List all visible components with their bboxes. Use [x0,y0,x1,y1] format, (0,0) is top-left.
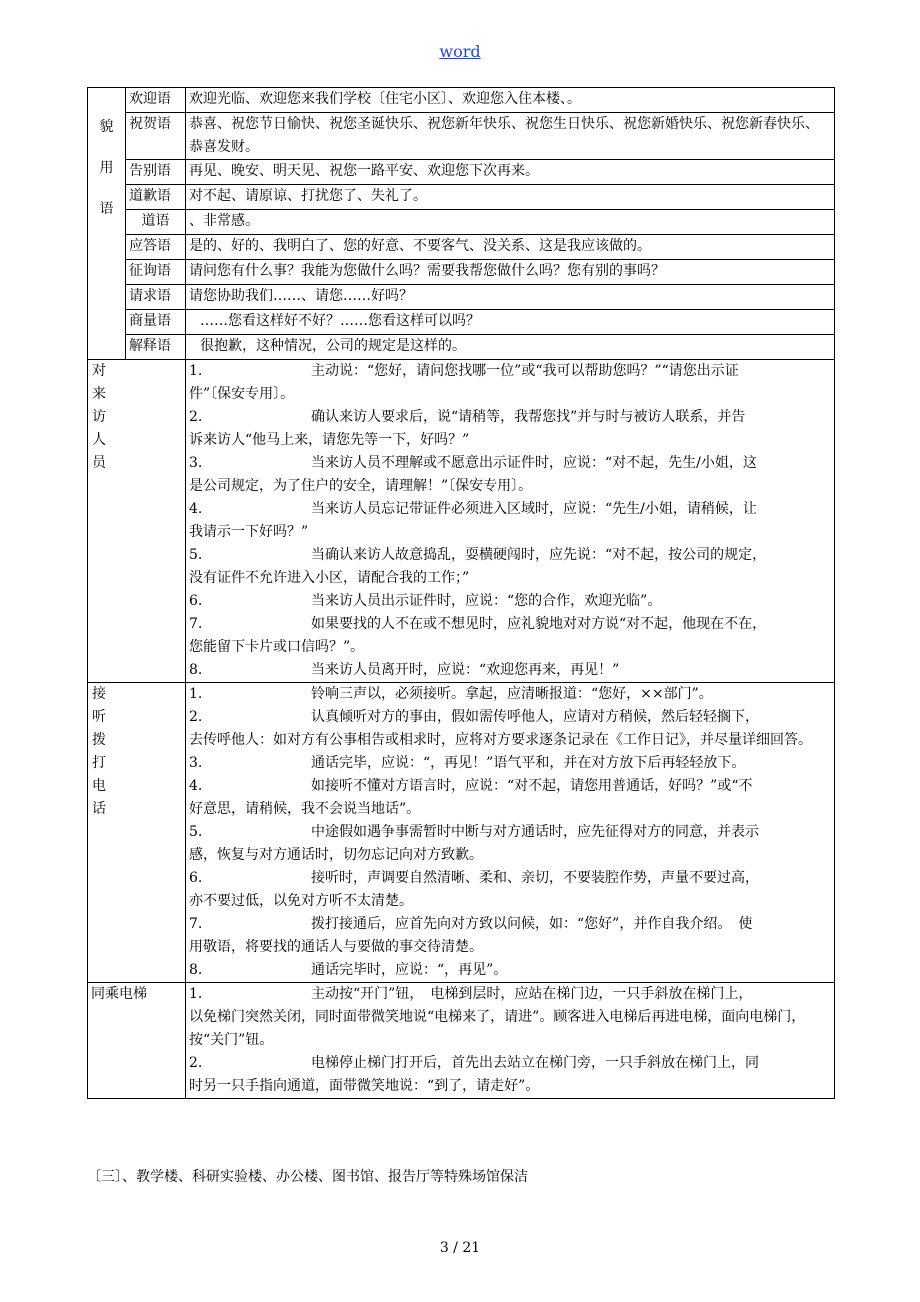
label-char: 语 [99,201,114,217]
phone-items [186,683,835,983]
list-item: 6. 当来访人员出示证件时，应说：“您的合作，欢迎光临”。 [189,593,662,609]
label-char: 人 [92,432,106,448]
etiquette-table [87,87,835,1099]
list-item: 8. 通话完毕时，应说：“，再见”。 [189,962,508,978]
phrase-cell: 请您协助我们……、请您……好吗？ [186,285,835,310]
label-char: 员 [92,455,106,471]
phrase-cell: 是的、好的、我明白了、您的好意、不要客气、没关系、这是我应该做的。 [186,235,835,260]
label-char: 接 [92,686,106,702]
label-char: 听 [92,709,106,725]
list-item: 2. 认真倾听对方的事由，假如需传呼他人，应请对方稍候，然后轻轻搁下， 去传呼他人：如对方有公事相告或相求时，应将对方要求逐条记录在《工作日记》，并尽量详细回答。 [189,709,812,748]
category-cell: 祝贺语 [126,113,186,160]
label-char: 拨 [92,732,106,748]
category-cell: 应答语 [126,235,186,260]
phrase-cell: ……您看这样好不好？……您看这样可以吗？ [186,310,835,335]
phrase-cell: 恭喜、祝您节日愉快、祝您圣诞快乐、祝您新年快乐、祝您生日快乐、祝您新婚快乐、祝您新春快乐、恭喜发财。 [186,113,835,160]
label-char: 用 [99,160,114,176]
list-item: 6. 接听时，声调要自然清晰、柔和、亲切，不要装腔作势，声量不要过高， 亦不要过低，以免对方听不太清楚。 [189,870,759,909]
list-item: 3. 当来访人员不理解或不愿意出示证件时，应说：“对不起，先生/小姐，这 是公司规定，为了住户的安全，请理解！”〔保安专用〕。 [189,455,757,494]
category-cell: 征询语 [126,260,186,285]
section-heading: 〔三〕、教学楼、科研实验楼、办公楼、图书馆、报告厅等特殊场馆保洁 [87,1169,528,1185]
list-item: 1. 主动按“开门”钮， 电梯到层时，应站在梯门边，一只手斜放在梯门上， 以免梯门突然关闭，同时面带微笑地说“电梯来了，请进”。顾客进入电梯后再进电梯，面向电梯门，按“关门”钮。 [189,986,806,1048]
category-cell: 道语 [126,210,186,235]
category-cell: 告别语 [126,160,186,185]
list-item: 8. 当来访人员离开时，应说：“欢迎您再来，再见！” [189,662,620,678]
phrase-cell: 请问您有什么事？我能为您做什么吗？需要我帮您做什么吗？您有别的事吗？ [186,260,835,285]
phone-label [88,683,186,983]
label-char: 访 [92,409,106,425]
label-char: 话 [92,801,106,817]
phrase-cell: 再见、晚安、明天见、祝您一路平安、欢迎您下次再来。 [186,160,835,185]
phrase-cell: 、非常感。 [186,210,835,235]
visitors-label [88,360,186,683]
label-char: 打 [92,755,106,771]
list-item: 2. 确认来访人要求后，说“请稍等，我帮您找”并与时与被访人联系，并告 诉来访人“他马上来，请您先等一下，好吗？” [189,409,746,448]
label-char: 对 [92,363,106,379]
page-number: 3 / 21 [439,1240,481,1256]
category-cell: 欢迎语 [126,88,186,113]
category-cell: 商量语 [126,310,186,335]
list-item: 5. 中途假如遇争事需暂时中断与对方通话时，应先征得对方的同意，并表示 感，恢复与对方通话时，切勿忘记向对方致歉。 [189,824,759,863]
category-cell: 解释语 [126,335,186,360]
phrase-cell: 很抱歉，这种情况，公司的规定是这样的。 [186,335,835,360]
list-item: 7. 拨打接通后，应首先向对方致以问候，如：“您好”，并作自我介绍。 使 用敬语，将要找的通话人与要做的事交待清楚。 [189,916,753,955]
header-link[interactable]: word [439,42,481,61]
label-char: 来 [92,386,106,402]
list-item: 1. 铃响三声以，必须接听。拿起，应清晰报道：“您好，××部门”。 [189,686,713,702]
visitors-items [186,360,835,683]
list-item: 4. 当来访人员忘记带证件必须进入区域时，应说：“先生/小姐，请稍候，让 我请示一下好吗？” [189,501,757,540]
elevator-label: 同乘电梯 [88,983,186,1099]
phrase-cell: 欢迎光临、欢迎您来我们学校〔住宅小区〕、欢迎您入住本楼、。 [186,88,835,113]
list-item: 1. 主动说：“您好，请问您找哪一位”或“我可以帮助您吗？”“请您出示证 件”〔保安专用〕。 [189,363,739,402]
list-item: 5. 当确认来访人故意捣乱，耍横硬闯时，应先说：“对不起，按公司的规定， 没有证件不允许进入小区，请配合我的工作；” [189,547,767,586]
phrase-cell: 对不起、请原谅、打扰您了、失礼了。 [186,185,835,210]
list-item: 2. 电梯停止梯门打开后，首先出去站立在梯门旁，一只手斜放在梯门上，同 时另一只手指向通道，面带微笑地说：“到了，请走好”。 [189,1055,759,1094]
list-item: 3. 通话完毕，应说：“，再见！”语气平和，并在对方放下后再轻轻放下。 [189,755,746,771]
label-char: 电 [92,778,106,794]
list-item: 4. 如接听不懂对方语言时，应说：“对不起，请您用普通话，好吗？”或“不 好意思，请稍候，我不会说当地话”。 [189,778,753,817]
category-cell: 请求语 [126,285,186,310]
elevator-items [186,983,835,1099]
category-cell: 道歉语 [126,185,186,210]
list-item: 7. 如果要找的人不在或不想见时，应礼貌地对对方说“对不起，他现在不在， 您能留下卡片或口信吗？”。 [189,616,767,655]
label-char: 貌 [99,119,114,135]
politeness-group-label [88,88,126,360]
